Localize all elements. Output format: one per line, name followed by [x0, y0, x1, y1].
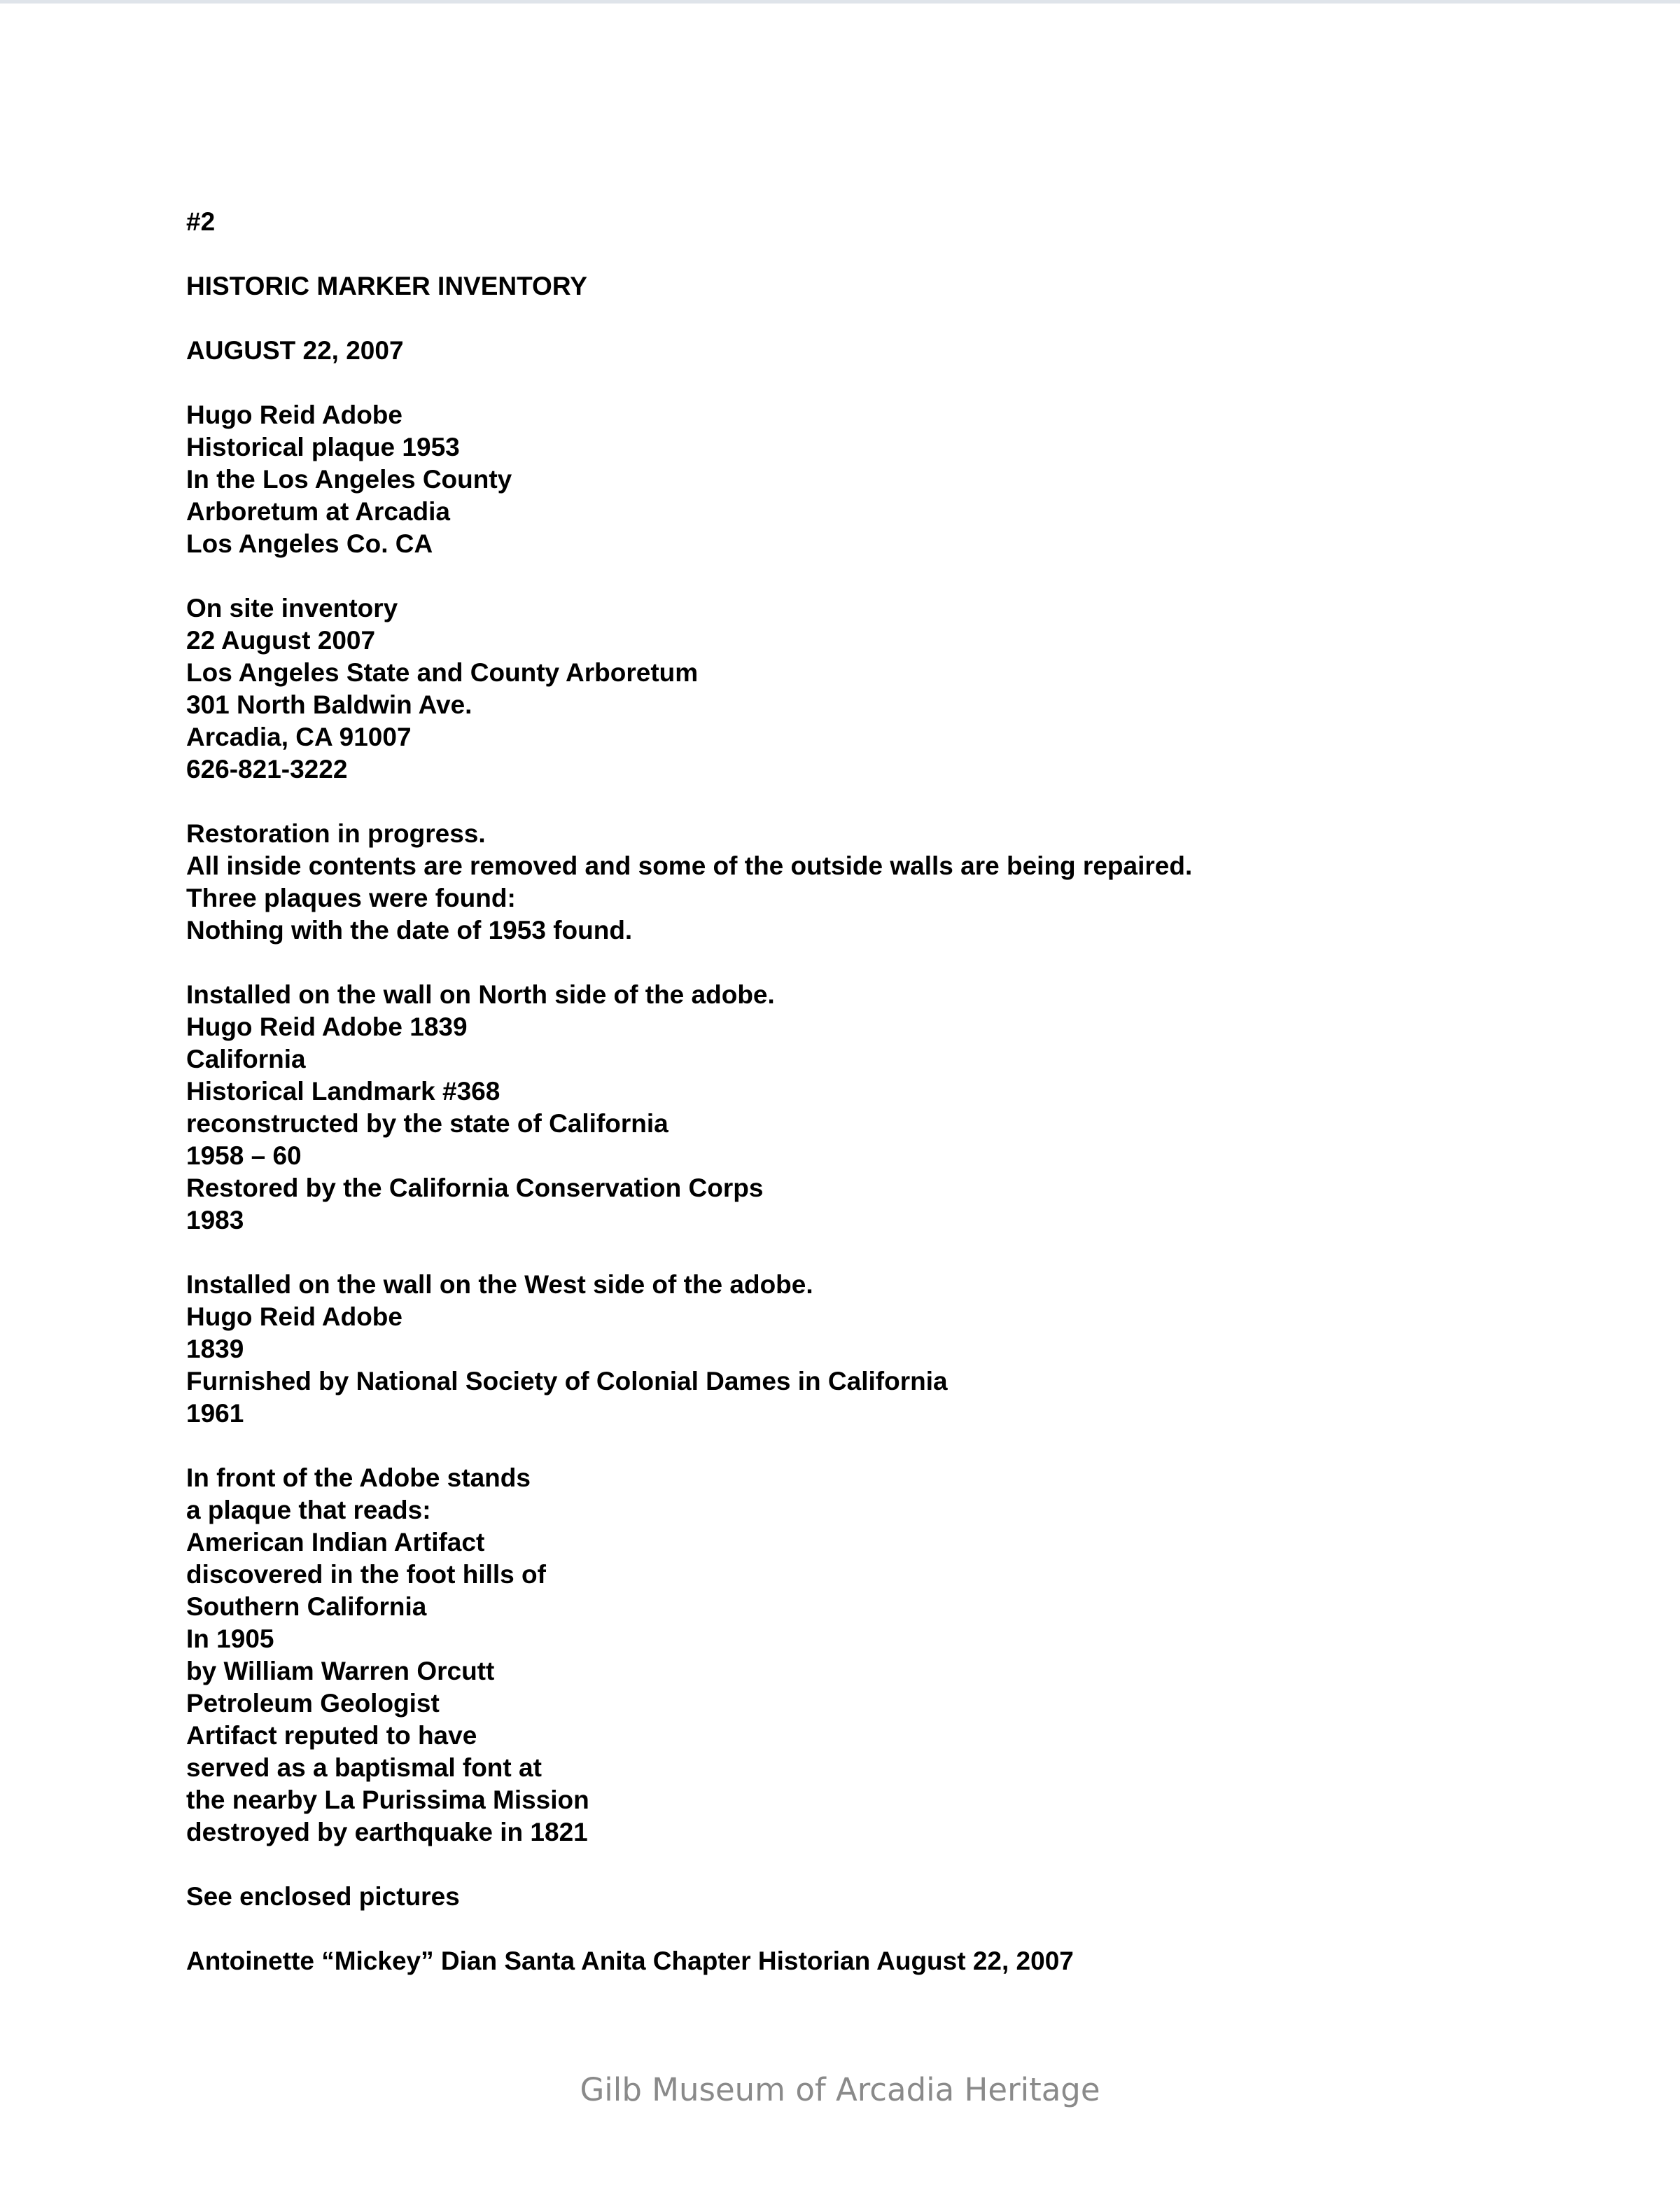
restoration-line: Three plaques were found: — [186, 884, 516, 912]
front-plaque-line: Petroleum Geologist — [186, 1689, 440, 1718]
site-inventory-line: On site inventory — [186, 594, 398, 622]
museum-watermark: Gilb Museum of Arcadia Heritage — [580, 2071, 1100, 2108]
north-plaque-line: 1958 – 60 — [186, 1141, 302, 1170]
signature-line: Antoinette “Mickey” Dian Santa Anita Chapter Historian August 22, 2007 — [186, 1947, 1074, 1975]
west-plaque-line: 1839 — [186, 1335, 244, 1363]
site-inventory-block — [186, 592, 1551, 786]
front-plaque-line: a plaque that reads: — [186, 1496, 431, 1524]
document-number-block — [186, 206, 1551, 238]
site-inventory-line: Los Angeles State and County Arboretum — [186, 658, 699, 687]
top-border — [0, 0, 1680, 4]
west-plaque-line: Furnished by National Society of Colonial Dames in California — [186, 1367, 948, 1395]
restoration-block — [186, 818, 1551, 947]
front-plaque-line: In front of the Adobe stands — [186, 1463, 531, 1492]
restoration-line: All inside contents are removed and some of the outside walls are being repaired. — [186, 851, 1193, 880]
north-plaque-line: Hugo Reid Adobe 1839 — [186, 1012, 468, 1041]
marker-info-line: Los Angeles Co. CA — [186, 529, 433, 558]
site-inventory-line: 301 North Baldwin Ave. — [186, 690, 472, 719]
restoration-line: Restoration in progress. — [186, 819, 486, 848]
marker-info-line: Arboretum at Arcadia — [186, 497, 450, 526]
document-page — [186, 206, 1551, 2010]
north-plaque-line: Historical Landmark #368 — [186, 1077, 500, 1106]
front-plaque-block — [186, 1462, 1551, 1849]
marker-info-block — [186, 399, 1551, 560]
west-plaque-block — [186, 1269, 1551, 1430]
site-inventory-line: Arcadia, CA 91007 — [186, 723, 412, 751]
document-title: HISTORIC MARKER INVENTORY — [186, 272, 587, 300]
north-plaque-line: reconstructed by the state of California — [186, 1109, 668, 1138]
document-date: AUGUST 22, 2007 — [186, 336, 404, 365]
front-plaque-line: served as a baptismal font at — [186, 1753, 542, 1782]
west-plaque-line: 1961 — [186, 1399, 244, 1428]
north-plaque-line: Installed on the wall on North side of the adobe. — [186, 980, 775, 1009]
front-plaque-line: Artifact reputed to have — [186, 1721, 477, 1750]
marker-info-line: Historical plaque 1953 — [186, 433, 460, 461]
site-inventory-line: 626-821-3222 — [186, 755, 348, 784]
enclosed-note-block — [186, 1881, 1551, 1913]
front-plaque-line: destroyed by earthquake in 1821 — [186, 1818, 588, 1846]
west-plaque-line: Installed on the wall on the West side of the adobe. — [186, 1270, 813, 1299]
marker-info-line: Hugo Reid Adobe — [186, 401, 402, 429]
site-inventory-line: 22 August 2007 — [186, 626, 376, 655]
enclosed-note: See enclosed pictures — [186, 1882, 460, 1911]
north-plaque-line: 1983 — [186, 1206, 244, 1234]
front-plaque-line: American Indian Artifact — [186, 1528, 485, 1557]
signature-block — [186, 1945, 1551, 1977]
marker-info-line: In the Los Angeles County — [186, 465, 512, 494]
document-number: #2 — [186, 207, 216, 236]
north-plaque-line: Restored by the California Conservation Corps — [186, 1174, 764, 1202]
front-plaque-line: In 1905 — [186, 1624, 274, 1653]
north-plaque-line: California — [186, 1045, 306, 1073]
document-date-block — [186, 335, 1551, 367]
front-plaque-line: the nearby La Purissima Mission — [186, 1785, 589, 1814]
front-plaque-line: discovered in the foot hills of — [186, 1560, 546, 1589]
front-plaque-line: Southern California — [186, 1592, 427, 1621]
front-plaque-line: by William Warren Orcutt — [186, 1657, 495, 1685]
north-plaque-block — [186, 979, 1551, 1237]
west-plaque-line: Hugo Reid Adobe — [186, 1302, 402, 1331]
restoration-line: Nothing with the date of 1953 found. — [186, 916, 633, 945]
document-title-block — [186, 270, 1551, 302]
